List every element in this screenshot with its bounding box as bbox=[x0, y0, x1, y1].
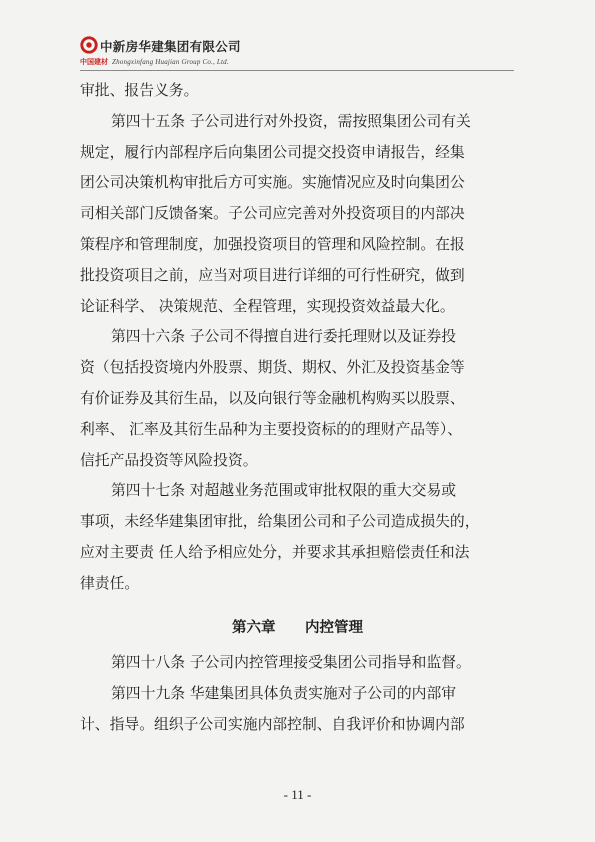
body-line: 有价证券及其衍生品，以及向银行等金融机构购买以股票、 bbox=[80, 389, 465, 407]
article-45-line: 第四十五条 子公司进行对外投资，需按照集团公司有关 bbox=[111, 112, 471, 130]
body-line: 策程序和管理制度，加强投资项目的管理和风险控制。在报 bbox=[80, 235, 465, 253]
body-line: 利率、 汇率及其衍生品种为主要投资标的的理财产品等）、 bbox=[80, 420, 463, 438]
article-49-line: 第四十九条 华建集团具体负责实施对子公司的内部审 bbox=[111, 684, 457, 702]
body-line: 应对主要责 任人给予相应处分，并要求其承担赔偿责任和法 bbox=[80, 543, 470, 561]
document-body-continued bbox=[80, 648, 510, 740]
article-48-line: 第四十八条 子公司内控管理接受集团公司指导和监督。 bbox=[111, 654, 471, 671]
body-line: 论证科学、 决策规范、全程管理，实现投资效益最大化。 bbox=[80, 297, 455, 315]
chapter-heading: 第六章 内控管理 bbox=[231, 620, 364, 636]
article-47-line: 第四十七条 对超越业务范围或审批权限的重大交易或 bbox=[111, 482, 457, 500]
body-line: 审批、报告义务。 bbox=[80, 82, 199, 99]
body-line: 信托产品投资等风险投资。 bbox=[80, 451, 258, 469]
body-line: 规定，履行内部程序后向集团公司提交投资申请报告，经集 bbox=[80, 143, 465, 161]
letterhead-subline bbox=[80, 58, 229, 67]
page-number: - 11 - bbox=[283, 787, 312, 802]
company-name-cn: 中新房华建集团有限公司 bbox=[100, 39, 241, 54]
company-logo-icon bbox=[80, 36, 98, 54]
body-line: 事项，未经华建集团审批，给集团公司和子公司造成损失的， bbox=[80, 513, 480, 531]
parent-company-label: 中国建材 bbox=[80, 58, 108, 66]
body-line: 资（包括投资境内外股票、期货、期权、外汇及投资基金等 bbox=[80, 359, 465, 377]
document-body bbox=[80, 76, 510, 600]
letterhead bbox=[80, 34, 500, 74]
article-46-line: 第四十六条 子公司不得擅自进行委托理财以及证券投 bbox=[111, 328, 457, 346]
company-name-en: Zhongxinfang Huajian Group Co., Ltd. bbox=[112, 58, 229, 66]
body-line: 律责任。 bbox=[80, 574, 140, 592]
body-line: 司相关部门反馈备案。子公司应完善对外投资项目的内部决 bbox=[80, 205, 465, 223]
body-line: 团公司决策机构审批后方可实施。实施情况应及时向集团公 bbox=[80, 174, 465, 192]
body-line: 批投资项目之前，应当对项目进行详细的可行性研究，做到 bbox=[80, 266, 465, 284]
body-line: 计、指导。组织子公司实施内部控制、自我评价和协调内部 bbox=[80, 715, 465, 733]
header-divider bbox=[80, 70, 514, 71]
